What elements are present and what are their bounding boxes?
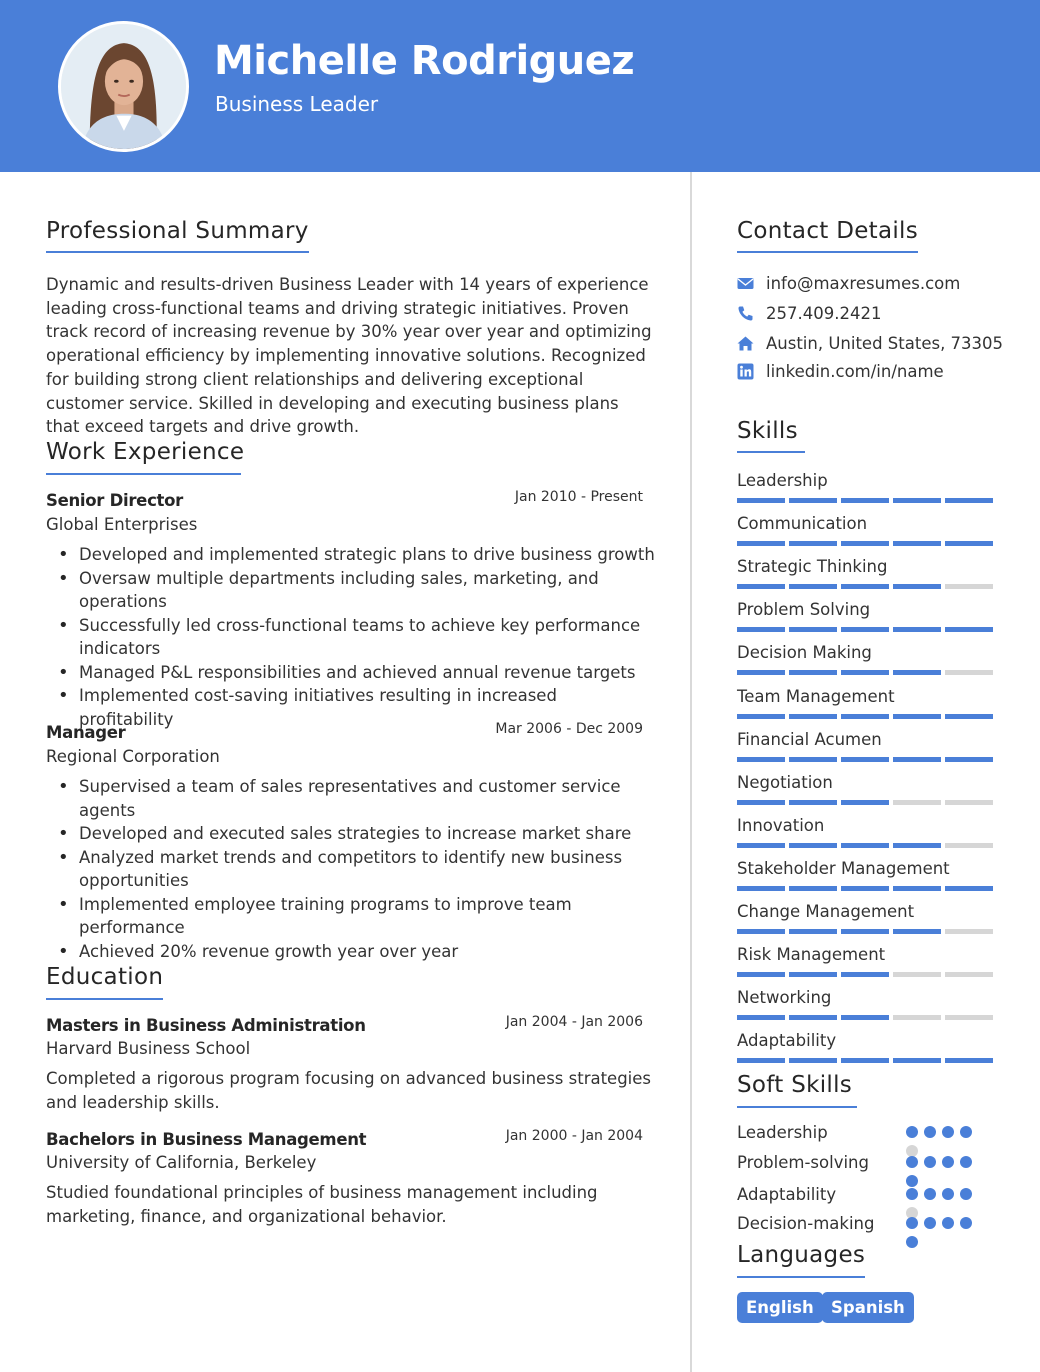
- home-icon: [737, 335, 754, 352]
- job-bullet: • Oversaw multiple departments including sales, marketing, and operations: [46, 567, 656, 614]
- skill-level-segment: [737, 541, 785, 546]
- skill-level-segment: [737, 929, 785, 934]
- skill-level-segment: [893, 886, 941, 891]
- contact-email[interactable]: [737, 274, 960, 293]
- skill-level-segment: [893, 800, 941, 805]
- education-heading: Education: [46, 964, 164, 990]
- skill-level-bar: [737, 929, 993, 934]
- job-bullet: • Achieved 20% revenue growth year over year: [46, 940, 636, 964]
- job-date: Jan 2010 - Present: [514, 489, 643, 505]
- skill-label: Communication: [737, 514, 868, 534]
- skill-level-bar: [737, 843, 993, 848]
- skill-level-bar: [737, 972, 993, 977]
- soft-skill-dot: [906, 1236, 918, 1248]
- language-tag-spanish: Spanish: [822, 1292, 914, 1323]
- skill-level-segment: [841, 886, 889, 891]
- contact-address-text: Austin, United States, 73305: [766, 334, 1004, 353]
- skill-level-segment: [893, 541, 941, 546]
- degree-date: Jan 2004 - Jan 2006: [505, 1014, 643, 1030]
- skill-level-segment: [789, 929, 837, 934]
- work-heading-underline: [46, 473, 241, 475]
- soft-skill-dot: [924, 1188, 936, 1200]
- soft-skill-dot: [906, 1175, 918, 1187]
- skill-level-segment: [945, 1015, 993, 1020]
- skill-level-segment: [841, 757, 889, 762]
- skill-level-bar: [737, 498, 993, 503]
- skill-level-segment: [945, 584, 993, 589]
- skill-level-segment: [841, 670, 889, 675]
- job-bullet: • Implemented employee training programs to improve team performance: [46, 893, 636, 940]
- phone-icon: [737, 305, 754, 322]
- skill-label: Team Management: [737, 686, 895, 706]
- skill-level-segment: [789, 584, 837, 589]
- skill-level-segment: [945, 541, 993, 546]
- skill-label: Change Management: [737, 902, 915, 921]
- skill-label: Innovation: [737, 815, 825, 835]
- skill-level-segment: [945, 714, 993, 719]
- skill-level-segment: [893, 929, 941, 934]
- skill-level-segment: [789, 972, 837, 977]
- contact-phone-text: 257.409.2421: [766, 304, 882, 323]
- school-name: University of California, Berkeley: [46, 1153, 317, 1172]
- skill-level-bar: [737, 800, 993, 805]
- skill-level-segment: [737, 757, 785, 762]
- skill-label: Leadership: [737, 471, 828, 490]
- skill-level-segment: [893, 972, 941, 977]
- contact-address: [737, 334, 1003, 353]
- skill-label: Problem Solving: [737, 600, 871, 620]
- candidate-title: Business Leader: [215, 92, 379, 116]
- soft-skill-dot: [942, 1126, 954, 1138]
- degree-description: Completed a rigorous program focusing on advanced business strategies and leadership skills.: [46, 1069, 652, 1112]
- skill-level-segment: [789, 886, 837, 891]
- language-tag-english: English: [737, 1292, 823, 1323]
- skill-level-segment: [789, 498, 837, 503]
- skill-level-segment: [737, 800, 785, 805]
- skill-level-segment: [841, 929, 889, 934]
- skill-level-segment: [789, 1058, 837, 1063]
- soft-skill-dot: [960, 1188, 972, 1200]
- skill-level-segment: [841, 584, 889, 589]
- soft-skill-dot: [942, 1156, 954, 1168]
- soft-skill-dot: [906, 1126, 918, 1138]
- skill-level-segment: [893, 498, 941, 503]
- job-company: Global Enterprises: [46, 515, 198, 534]
- soft-skill-dot: [906, 1217, 918, 1229]
- skill-level-bar: [737, 541, 993, 546]
- summary-text: Dynamic and results-driven Business Leader with 14 years of experience leading cross-functional teams and driving strategic initiatives. Proven track record of increasing revenue by 30% year over year and optimizing operational efficiency by implementing innovative solutions. Recognized for building strong client relationships and delivering exceptional customer service. Skilled in developing and executing business plans that exceed targets and drive growth.: [46, 275, 652, 437]
- skill-level-segment: [737, 584, 785, 589]
- skill-level-segment: [945, 627, 993, 632]
- skill-level-segment: [945, 843, 993, 848]
- languages-heading: Languages: [737, 1242, 866, 1268]
- contact-phone[interactable]: [737, 304, 881, 323]
- resume-header: [0, 0, 1040, 172]
- soft-skill-dot: [960, 1156, 972, 1168]
- skill-level-segment: [737, 843, 785, 848]
- soft-skill-dot: [924, 1217, 936, 1229]
- skill-level-segment: [841, 1058, 889, 1063]
- job-bullet: • Successfully led cross-functional teams to achieve key performance indicators: [46, 614, 656, 661]
- summary-heading-underline: [46, 251, 309, 253]
- skill-level-bar: [737, 1015, 993, 1020]
- soft-skill-dot: [960, 1126, 972, 1138]
- skill-level-segment: [893, 843, 941, 848]
- skill-level-segment: [737, 1058, 785, 1063]
- job-bullet: • Developed and implemented strategic plans to drive business growth: [46, 543, 656, 567]
- skill-level-segment: [737, 498, 785, 503]
- skill-level-segment: [737, 627, 785, 632]
- skill-level-segment: [841, 1015, 889, 1020]
- job-bullets: [46, 543, 656, 731]
- skill-level-segment: [841, 843, 889, 848]
- skill-level-segment: [841, 627, 889, 632]
- profile-photo: [58, 21, 189, 152]
- skill-level-segment: [945, 757, 993, 762]
- candidate-name: Michelle Rodriguez: [214, 38, 635, 84]
- envelope-icon: [737, 275, 754, 292]
- skill-level-segment: [945, 886, 993, 891]
- skill-level-segment: [737, 670, 785, 675]
- soft-skills-heading: Soft Skills: [737, 1072, 853, 1098]
- skill-level-segment: [789, 1015, 837, 1020]
- job-bullets: [46, 775, 636, 963]
- skill-level-bar: [737, 714, 993, 719]
- soft-skill-rating: [906, 1188, 978, 1219]
- contact-linkedin-text: linkedin.com/in/name: [766, 362, 944, 381]
- skill-level-segment: [893, 670, 941, 675]
- soft-skill-dot: [960, 1217, 972, 1229]
- skill-label: Stakeholder Management: [737, 858, 950, 878]
- soft-skill-dot: [942, 1217, 954, 1229]
- skill-label: Strategic Thinking: [737, 557, 888, 577]
- job-bullet: • Developed and executed sales strategies to increase market share: [46, 822, 636, 846]
- skill-level-segment: [841, 714, 889, 719]
- skill-level-segment: [841, 541, 889, 546]
- languages-heading-underline: [737, 1276, 865, 1278]
- soft-skill-rating: [906, 1126, 978, 1157]
- soft-skill-dot: [924, 1156, 936, 1168]
- skill-level-segment: [841, 972, 889, 977]
- skill-level-segment: [737, 972, 785, 977]
- skill-level-bar: [737, 1058, 993, 1063]
- job-title: Manager: [46, 723, 126, 742]
- skill-label: Decision Making: [737, 643, 872, 663]
- skill-level-segment: [893, 584, 941, 589]
- linkedin-icon: [737, 363, 754, 380]
- skill-level-segment: [945, 929, 993, 934]
- skill-label: Risk Management: [737, 945, 886, 965]
- skill-level-segment: [893, 1058, 941, 1063]
- job-bullet: • Supervised a team of sales representatives and customer service agents: [46, 775, 636, 822]
- skill-label: Financial Acumen: [737, 729, 882, 749]
- soft-skill-label: Problem-solving: [737, 1153, 869, 1172]
- skill-level-bar: [737, 670, 993, 675]
- skill-level-segment: [737, 714, 785, 719]
- skills-heading: Skills: [737, 418, 798, 444]
- education-heading-underline: [46, 998, 163, 1000]
- skill-label: Adaptability: [737, 1031, 837, 1051]
- skill-level-segment: [789, 800, 837, 805]
- work-heading: Work Experience: [46, 439, 245, 465]
- skill-level-segment: [789, 670, 837, 675]
- soft-skill-dot: [906, 1188, 918, 1200]
- skill-level-segment: [893, 757, 941, 762]
- contact-email-text: info@maxresumes.com: [766, 274, 961, 293]
- soft-skill-label: Leadership: [737, 1123, 828, 1142]
- skill-level-segment: [841, 498, 889, 503]
- skill-level-segment: [789, 541, 837, 546]
- summary-heading: Professional Summary: [46, 218, 309, 244]
- contact-heading: Contact Details: [737, 218, 919, 244]
- job-company: Regional Corporation: [46, 747, 220, 766]
- profile-photo-illustration: [61, 24, 186, 149]
- contact-heading-underline: [737, 251, 918, 253]
- skill-level-segment: [841, 800, 889, 805]
- skill-level-segment: [945, 670, 993, 675]
- skill-level-bar: [737, 627, 993, 632]
- job-bullet: • Implemented cost-saving initiatives resulting in increased profitability: [46, 684, 656, 731]
- job-date: Mar 2006 - Dec 2009: [495, 721, 643, 737]
- soft-skill-label: Adaptability: [737, 1185, 837, 1204]
- skill-level-segment: [789, 757, 837, 762]
- soft-skill-dot: [942, 1188, 954, 1200]
- soft-skill-dot: [906, 1156, 918, 1168]
- soft-skill-rating: [906, 1217, 978, 1248]
- skill-level-segment: [737, 1015, 785, 1020]
- skill-level-segment: [789, 627, 837, 632]
- contact-linkedin[interactable]: [737, 362, 944, 381]
- skill-level-segment: [789, 714, 837, 719]
- skill-level-bar: [737, 757, 993, 762]
- job-bullet: • Managed P&L responsibilities and achieved annual revenue targets: [46, 661, 656, 685]
- job-title: Senior Director: [46, 491, 184, 510]
- skill-level-segment: [945, 1058, 993, 1063]
- skills-heading-underline: [737, 451, 805, 453]
- soft-skills-heading-underline: [737, 1106, 857, 1108]
- skill-label: Negotiation: [737, 772, 833, 792]
- skill-level-segment: [945, 498, 993, 503]
- skill-level-segment: [893, 627, 941, 632]
- skill-level-segment: [893, 714, 941, 719]
- skill-level-segment: [893, 1015, 941, 1020]
- skill-level-segment: [945, 800, 993, 805]
- job-bullet: • Analyzed market trends and competitors to identify new business opportunities: [46, 846, 636, 893]
- degree-title: Masters in Business Administration: [46, 1016, 366, 1035]
- skill-level-bar: [737, 886, 993, 891]
- column-divider: [690, 172, 692, 1372]
- soft-skill-label: Decision-making: [737, 1214, 875, 1233]
- skill-level-segment: [737, 886, 785, 891]
- school-name: Harvard Business School: [46, 1039, 251, 1058]
- skill-level-segment: [945, 972, 993, 977]
- soft-skill-dot: [924, 1126, 936, 1138]
- degree-description: Studied foundational principles of business management including marketing, finance, and organizational behavior.: [46, 1183, 598, 1226]
- degree-date: Jan 2000 - Jan 2004: [505, 1128, 643, 1144]
- skill-level-bar: [737, 584, 993, 589]
- skill-level-segment: [789, 843, 837, 848]
- soft-skill-rating: [906, 1156, 978, 1187]
- degree-title: Bachelors in Business Management: [46, 1130, 367, 1149]
- skill-label: Networking: [737, 988, 832, 1008]
